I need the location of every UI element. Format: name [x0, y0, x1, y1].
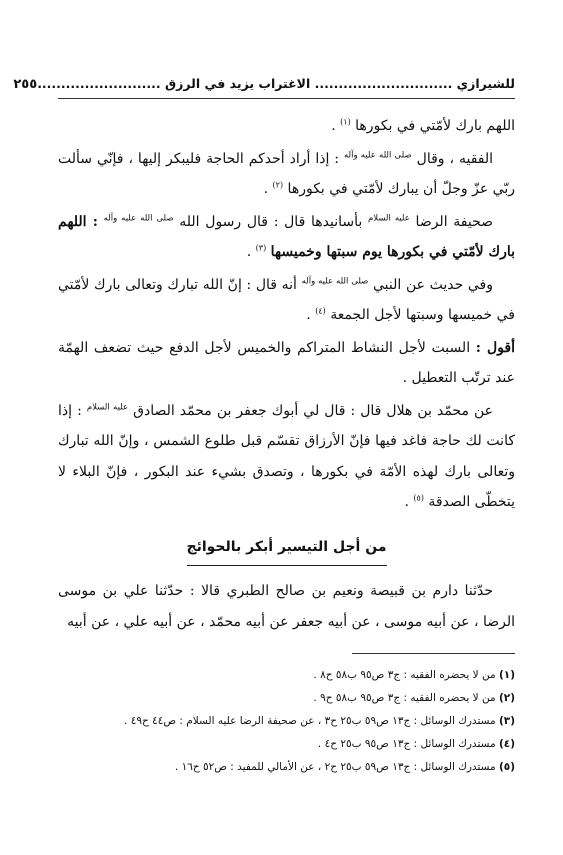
footnote-ref: (١) — [340, 117, 351, 127]
footnote: (٣) مستدرك الوسائل : ج١٣ ص٥٩ ب٢٥ ح٣ ، عن صحيفة الرضا عليه السلام : ص٤٤ ح٤٩ . — [124, 715, 515, 727]
header-title: للشيرازي ............................. الاغتراب يزيد في الرزق .......................... — [37, 76, 515, 91]
footnote: (٢) من لا يحضره الفقيه : ج٣ ص٩٥ ب٥٨ ح٩ . — [313, 692, 515, 704]
footnote: (٤) مستدرك الوسائل : ج١٣ ص٩٥ ب٢٥ ح٤ . — [317, 738, 515, 750]
honorific: صلى الله عليه وآله — [103, 212, 174, 223]
paragraph: عن محمّد بن هلال قال : قال لي أبوك جعفر بن محمّد الصادق $^{عليه السلام}$ : إذا كانت لك حاجة فاغد فيها فإنّ الأرزاق تقسّم قبل طلوع الشمس ، وإنّ الله تبارك وتعالى بارك لهذه الأمّة في بكورها ، وتصدق بشيء عند البكور ، فإنّ البلاء لا يتخطّى الصدقة $^{(٥)}$ . — [58, 401, 515, 510]
page-number: ٢٥٥ — [13, 77, 38, 92]
section-heading: من أجل التيسير أبكر بالحوائج — [58, 532, 515, 567]
paragraph: الفقيه ، وقال $^{صلى الله عليه وآله}$ : إذا أراد أحدكم الحاجة فليبكر إليها ، فإنّي سألت ربّي عزّ وجلّ أن يبارك لأمّتي في بكورها $^{(٢)}$ . — [58, 149, 515, 197]
footnotes — [58, 664, 515, 779]
aqul-label: أقول : — [475, 339, 516, 356]
main-text — [58, 111, 515, 637]
paragraph: أقول : السبت لأجل النشاط المتراكم والخميس لأجل الدفع حيث تضعف الهمّة عند ترتّب التعطيل . — [58, 339, 516, 386]
paragraph: حدّثنا دارم بن قبيصة ونعيم بن صالح الطبري قالا : حدّثنا علي بن موسى الرضا ، عن أبيه موسى ، عن أبيه جعفر عن أبيه محمّد ، عن أبيه علي ، عن أبيه — [58, 583, 515, 630]
honorific: عليه السلام — [367, 212, 410, 223]
paragraph: وفي حديث عن النبي $^{صلى الله عليه وآله}$ أنه قال : إنّ الله تبارك وتعالى بارك لأمّتي في خميسها وسبتها لأجل الجمعة $^{(٤)}$ . — [58, 275, 515, 323]
honorific: صلى الله عليه وآله — [301, 275, 369, 286]
footnote-divider — [352, 653, 515, 654]
footnote-ref: (٥) — [413, 493, 424, 503]
running-header — [13, 76, 515, 99]
footnote: (١) من لا يحضره الفقيه : ج٣ ص٩٥ ب٥٨ ح٨ . — [313, 669, 515, 681]
honorific: عليه السلام — [86, 401, 129, 412]
footnote-ref: (٢) — [272, 180, 284, 190]
footnote-ref: (٤) — [315, 306, 326, 316]
footnote-ref: (٣) — [255, 243, 267, 253]
footnote: (٥) مستدرك الوسائل : ج١٣ ص٥٩ ب٢٥ ح٢ ، عن الأمالي للمفيد : ص٥٢ ح١٦ . — [174, 761, 515, 773]
paragraph: اللهم بارك لأمّتي في بكورها $^{(١)}$ . — [331, 117, 515, 134]
book-page — [13, 56, 516, 816]
paragraph: صحيفة الرضا $^{عليه السلام}$ بأسانيدها قال : قال رسول الله $^{صلى الله عليه وآله}$ : اللهم بارك لأمّتي في بكورها يوم سبتها وخميسها $^{(٣)}$ . — [58, 212, 515, 260]
honorific: صلى الله عليه وآله — [343, 149, 412, 160]
